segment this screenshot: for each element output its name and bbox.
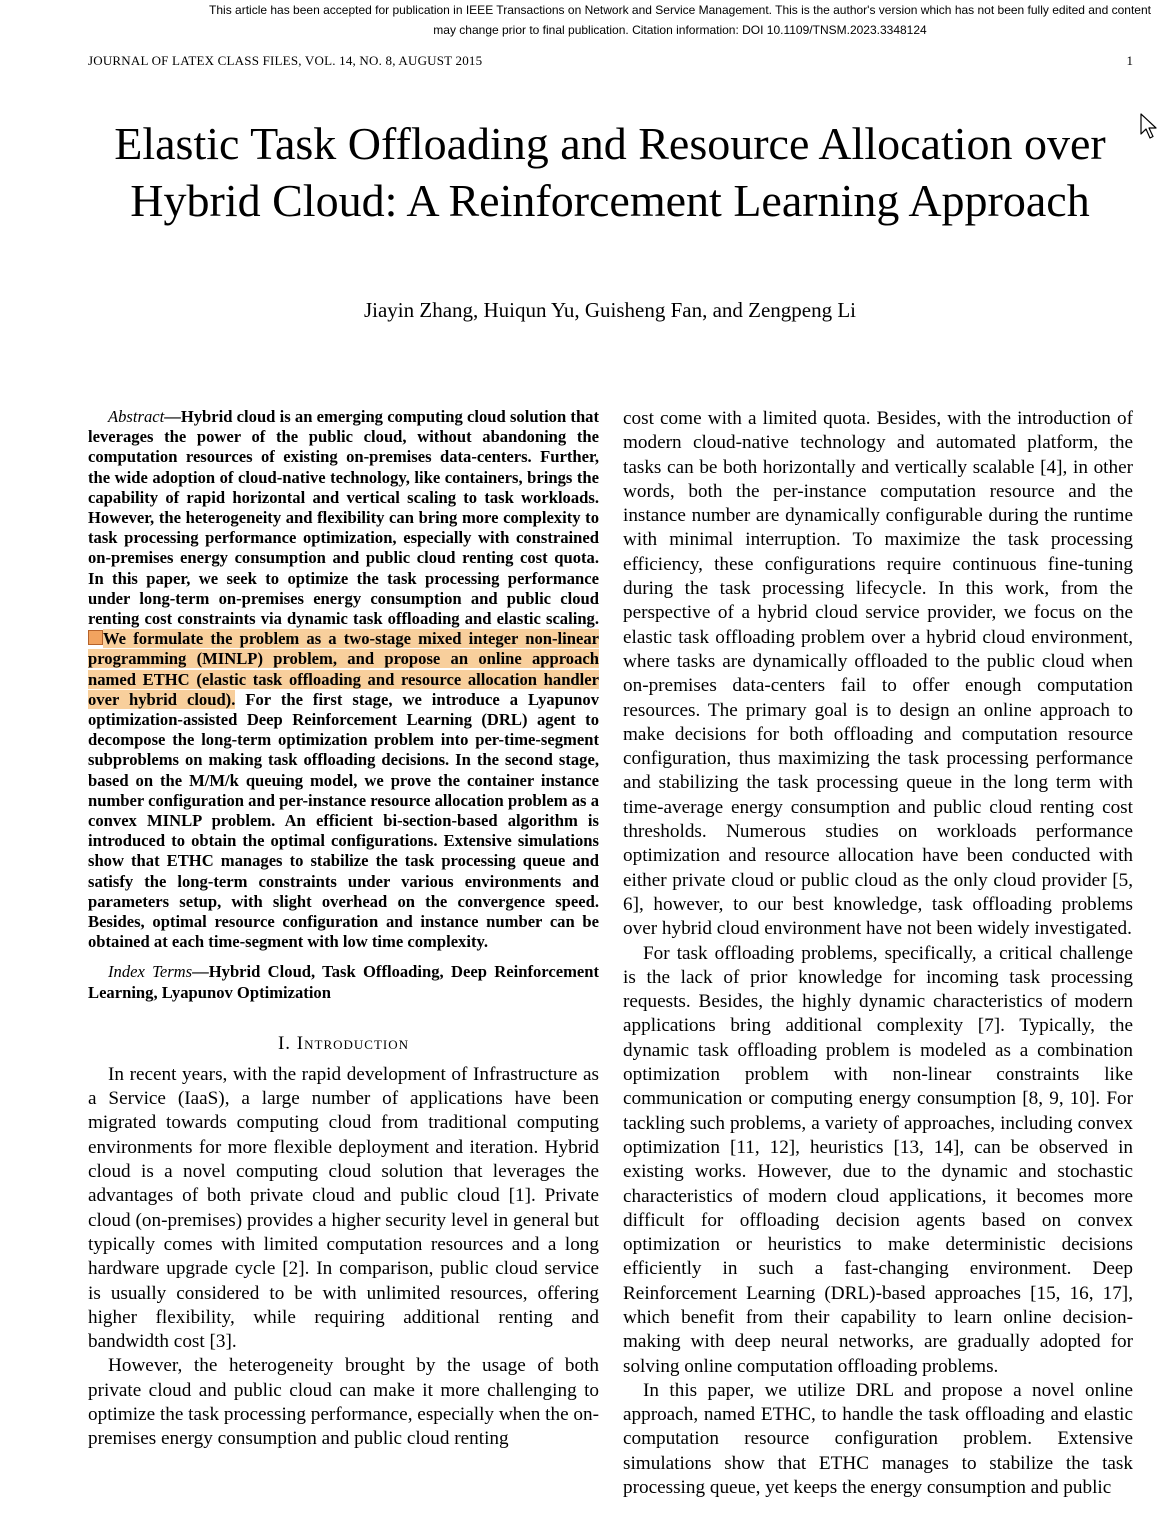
right-column <box>623 407 1133 1500</box>
paragraph: However, the heterogeneity brought by the usage of both private cloud and public cloud can make it more challenging to optimize the task processing performance, especially when the on-premises energy consumption and public cloud renting <box>88 1355 599 1450</box>
index-terms <box>88 962 599 1002</box>
index-terms-label: Index Terms <box>108 962 193 982</box>
abstract-label: Abstract <box>108 407 165 426</box>
index-terms-text: —Hybrid Cloud, Task Offloading, Deep Reinforcement Learning, Lyapunov Optimization <box>88 962 600 1002</box>
abstract-text-continued: For the first stage, we introduce a Lyapunov optimization-assisted Deep Reinforcement Learning (DRL) agent to decompose the long-term optimization problem into per-time-segment subproblems on making task offloading decisions. In the second stage, based on the M/M/k queuing model, we prove the container instance number configuration and per-instance resource allocation problem as a convex MINLP problem. An efficient bi-section-based algorithm is introduced to obtain the optimal configurations. Extensive simulations show that ETHC manages to stabilize the task processing queue and satisfy the long-term constraints under various environments and parameters setup, with slight overhead on the convergence speed. Besides, optimal resource configuration and instance number can be obtained at each time-segment with low time complexity. <box>88 689 600 952</box>
abstract <box>88 407 599 952</box>
paper-title: Elastic Task Offloading and Resource Allocation over Hybrid Cloud: A Reinforcement Learning Approach <box>114 118 1106 226</box>
annotation-note-icon[interactable] <box>88 630 103 645</box>
paragraph: In this paper, we utilize DRL and propose a novel online approach, named ETHC, to handle the task offloading and elastic computation resource configuration problem. Extensive simulations show that ETHC manages to stabilize the task processing queue, yet keeps the energy consumption and public <box>623 1379 1133 1499</box>
mouse-cursor-icon <box>1139 113 1159 141</box>
paragraph: For task offloading problems, specifically, a critical challenge is the lack of prior knowledge for incoming task processing requests. Besides, the highly dynamic characteristics of modern applications bring additional complexity [7]. Typically, the dynamic task offloading problem is modeled as a combination optimization problem with non-linear constraints like communication or computing energy consumption [8, 9, 10]. For tackling such problems, a variety of approaches, including convex optimization [11, 12], heuristics [13, 14], can be observed in existing works. However, due to the dynamic and stochastic characteristics of modern cloud applications, it becomes more difficult for offloading decision agents based on convex optimization or heuristics to make deterministic decisions efficiently in such a fast-changing environment. Deep Reinforcement Learning (DRL)-based approaches [15, 16, 17], which benefit from their capability to learn online decision-making with deep neural networks, are gradually adopted for solving online computation offloading problems. <box>623 942 1133 1377</box>
paragraph: In recent years, with the rapid development of Infrastructure as a Service (IaaS), a large number of applications have been migrated towards computing cloud from traditional computing environments for more flexible deployment and iteration. Hybrid cloud is a novel computing cloud solution that leverages the advantages of both private cloud and public cloud [1]. Private cloud (on-premises) provides a higher security level in general but typically comes with limited computation resources and a long hardware upgrade cycle [2]. In comparison, public cloud service is usually considered to be with unlimited resources, offering higher flexibility, while requiring additional renting and bandwidth cost [3]. <box>88 1063 599 1353</box>
left-column <box>88 407 599 1452</box>
section-heading: I. Introduction <box>277 1032 410 1054</box>
running-head: JOURNAL OF LATEX CLASS FILES, VOL. 14, NO. 8, AUGUST 2015 <box>88 53 483 68</box>
paragraph: cost come with a limited quota. Besides, with the introduction of modern cloud-native technology and automated platform, the tasks can be both horizontally and vertically scalable [4], in other words, both the per-instance computation resource and the instance number are dynamically configurable during the runtime with minimal interruption. To maximize the task processing efficiency, these configurations require continuous fine-tuning during the task processing lifecycle. In this work, from the perspective of a hybrid cloud service provider, we focus on the elastic task offloading problem over a hybrid cloud environment, where tasks are dynamically offloaded to the public cloud when on-premises data-centers fail to offer enough computation resources. The primary goal is to design an online approach to make decisions for both offloading and computation resource configuration, thus maximizing the task processing performance and stabilizing the task processing queue in the long term with time-average energy consumption and public cloud renting cost thresholds. Numerous studies on workloads performance optimization and resource allocation have been conducted with either private cloud or public cloud as the only cloud provider [5, 6], however, to our best knowledge, task offloading problems over hybrid cloud environment have not been widely investigated. <box>623 408 1133 940</box>
author-list: Jiayin Zhang, Huiqun Yu, Guisheng Fan, and Zengpeng Li <box>363 298 857 322</box>
abstract-highlight[interactable]: We formulate the problem as a two-stage mixed integer non-linear programming (MINLP) problem, and propose an online approach named ETHC (elastic task offloading and resource allocation handler over hybrid cloud). <box>88 629 599 709</box>
abstract-text: —Hybrid cloud is an emerging computing cloud solution that leverages the power of the public cloud, without abandoning the computation resources of existing on-premises data-centers. Further, the wide adoption of cloud-native technology, like containers, brings the capability of rapid horizontal and vertical scaling to task workloads. However, the heterogeneity and flexibility can bring more complexity to task processing performance optimization, especially with constrained on-premises energy consumption and public cloud renting cost quota. In this paper, we seek to optimize the task processing performance under long-term on-premises energy consumption and public cloud renting cost constraints via dynamic task offloading and elastic scaling. <box>88 407 599 629</box>
page-number: 1 <box>1126 53 1133 68</box>
publication-notice: This article has been accepted for publication in IEEE Transactions on Network and Service Management. This is the author's version which has not been fully edited and content may change prior to final publication. Citation information: DOI 10.1109/TNSM.2023.3348124 <box>209 3 1151 37</box>
